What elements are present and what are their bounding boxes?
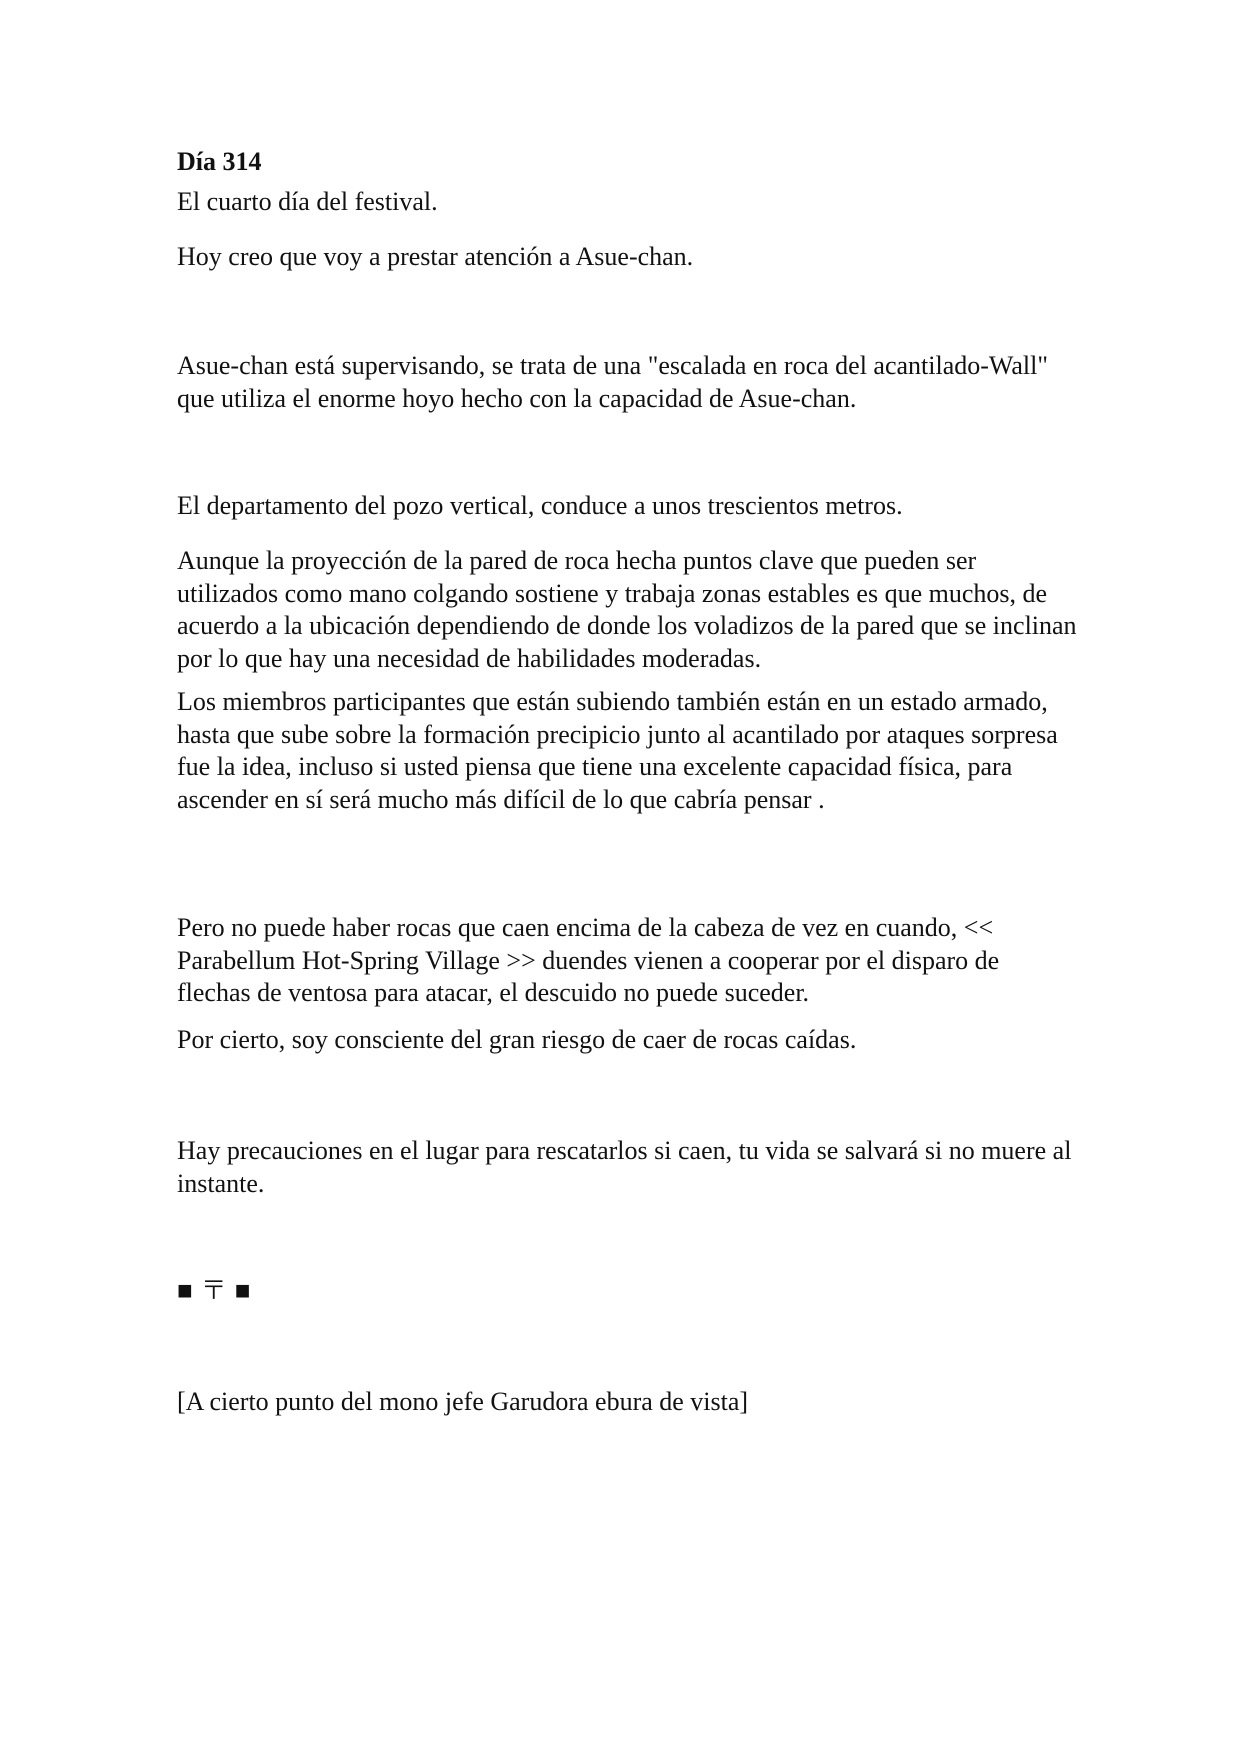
document-title: Día 314 (177, 147, 262, 176)
paragraph-2: Hoy creo que voy a prestar atención a Asue-chan. (177, 242, 694, 271)
paragraph-9: Hay precauciones en el lugar para rescatarlos si caen, tu vida se salvará si no muere al instante. (177, 1136, 1072, 1198)
paragraph-3: Asue-chan está supervisando, se trata de una "escalada en roca del acantilado-Wall" que utiliza el enorme hoyo hecho con la capacidad de Asue-chan. (177, 351, 1048, 413)
paragraph-8: Por cierto, soy consciente del gran riesgo de caer de rocas caídas. (177, 1025, 857, 1054)
section-heading: [A cierto punto del mono jefe Garudora ebura de vista] (177, 1387, 749, 1416)
section-separator: ■〒■ (177, 1276, 259, 1305)
paragraph-1: El cuarto día del festival. (177, 187, 438, 216)
paragraph-4: El departamento del pozo vertical, conduce a unos trescientos metros. (177, 491, 903, 520)
paragraph-5: Aunque la proyección de la pared de roca hecha puntos clave que pueden ser utilizados como mano colgando sostiene y trabaja zonas estables es que muchos, de acuerdo a la ubicación dependiendo de donde los voladizos de la pared que se inclinan por lo que hay una necesidad de habilidades moderadas. (177, 546, 1077, 673)
paragraph-6: Los miembros participantes que están subiendo también están en un estado armado, hasta que sube sobre la formación precipicio junto al acantilado por ataques sorpresa fue la idea, incluso si usted piensa que tiene una excelente capacidad física, para ascender en sí será mucho más difícil de lo que cabría pensar . (177, 687, 1058, 814)
paragraph-7: Pero no puede haber rocas que caen encima de la cabeza de vez en cuando, << Parabellum Hot-Spring Village >> duendes vienen a cooperar por el disparo de flechas de ventosa para atacar, el descuido no puede suceder. (177, 913, 1000, 1007)
